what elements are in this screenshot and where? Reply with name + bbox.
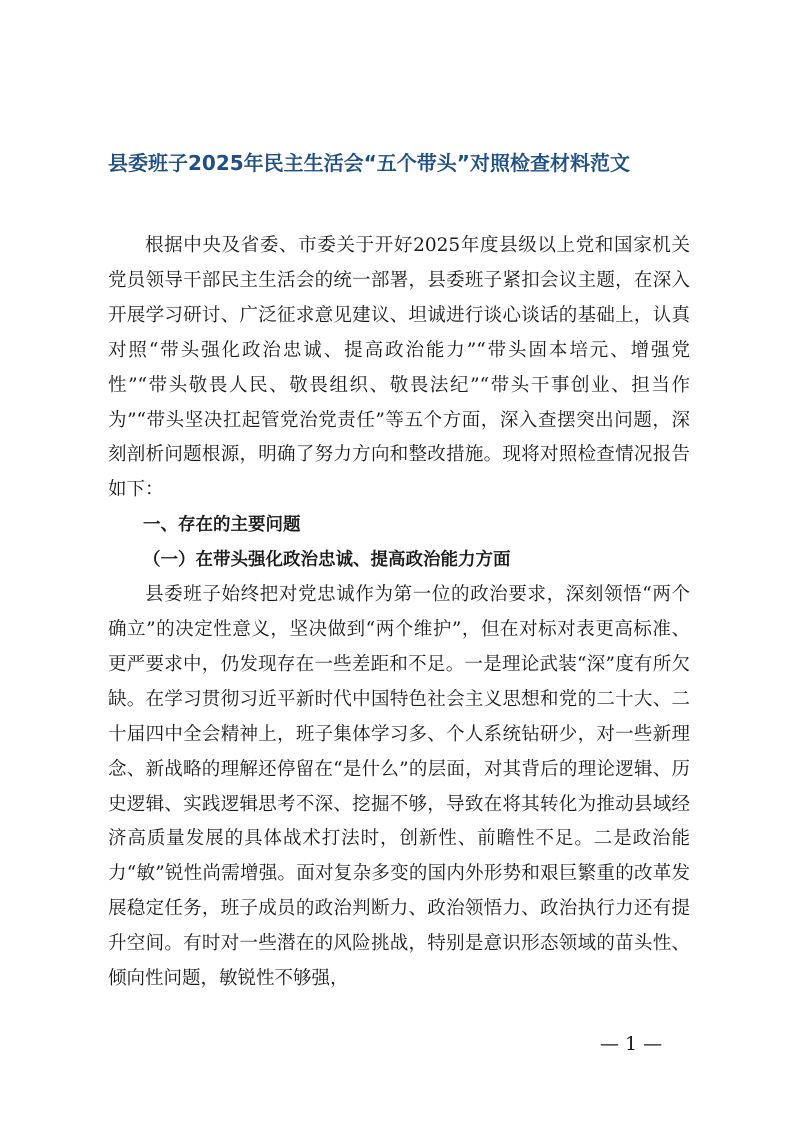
section-heading-problems: 一、存在的主要问题 xyxy=(143,515,301,536)
subsection-heading-political-loyalty: （一）在带头强化政治忠诚、提高政治能力方面 xyxy=(143,550,511,571)
document-body xyxy=(108,229,690,997)
intro-paragraph: 根据中央及省委、市委关于开好2025年度县级以上党和国家机关党员领导干部民主生活会的统一部署，县委班子紧扣会议主题，在深入开展学习研讨、广泛征求意见建议、坦诚进行谈心谈话的基础上，认真对照“带头强化政治忠诚、提高政治能力”“带头固本培元、增强党性”“带头敬畏人民、敬畏组织、敬畏法纪”“带头干事创业、担当作为”“带头坚决扛起管党治党责任”等五个方面，深入查摆突出问题，深刻剖析问题根源，明确了努力方向和整改措施。现将对照检查情况报告如下： xyxy=(108,235,690,501)
page-number: — 1 — xyxy=(600,1033,663,1055)
subsection-paragraph: 县委班子始终把对党忠诚作为第一位的政治要求，深刻领悟“两个确立”的决定性意义，坚决做到“两个维护”，但在对标对表更高标准、更严要求中，仍发现存在一些差距和不足。一是理论武装“深”度有所欠缺。在学习贯彻习近平新时代中国特色社会主义思想和党的二十大、二十届四中全会精神上，班子集体学习多、个人系统钻研少，对一些新理念、新战略的理解还停留在“是什么”的层面，对其背后的理论逻辑、历史逻辑、实践逻辑思考不深、挖掘不够，导致在将其转化为推动县域经济高质量发展的具体战术打法时，创新性、前瞻性不足。二是政治能力“敏”锐性尚需增强。面对复杂多变的国内外形势和艰巨繁重的改革发展稳定任务，班子成员的政治判断力、政治领悟力、政治执行力还有提升空间。有时对一些潜在的风险挑战，特别是意识形态领域的苗头性、倾向性问题，敏锐性不够强， xyxy=(108,584,690,990)
document-title: 县委班子2025年民主生活会“五个带头”对照检查材料范文 xyxy=(108,151,630,175)
